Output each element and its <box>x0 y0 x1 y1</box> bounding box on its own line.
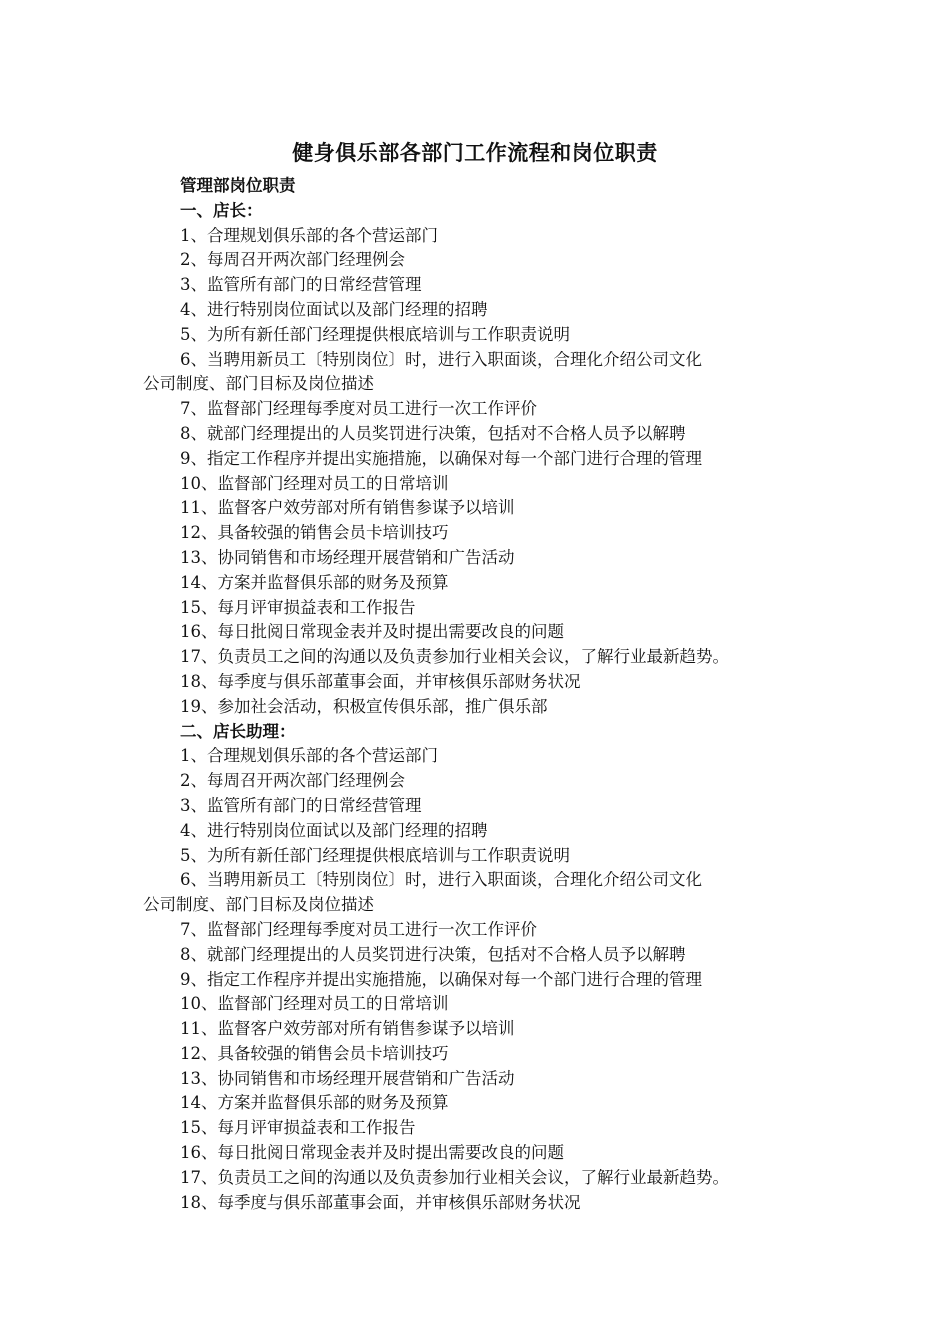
list-item: 13、协同销售和市场经理开展营销和广告活动 <box>180 547 515 567</box>
list-item: 15、每月评审损益表和工作报告 <box>180 597 416 617</box>
list-item: 2、每周召开两次部门经理例会 <box>180 771 405 791</box>
list-item: 4、进行特别岗位面试以及部门经理的招聘 <box>180 820 488 840</box>
list-item: 16、每日批阅日常现金表并及时提出需要改良的问题 <box>180 1143 564 1163</box>
list-item: 4、进行特别岗位面试以及部门经理的招聘 <box>180 299 488 319</box>
list-item: 17、负责员工之间的沟通以及负责参加行业相关会议，了解行业最新趋势。 <box>180 647 729 667</box>
list-item: 12、具备较强的销售会员卡培训技巧 <box>180 523 449 543</box>
list-item: 3、监管所有部门的日常经营管理 <box>180 795 422 815</box>
section-title: 管理部岗位职责 <box>180 176 296 195</box>
list-item: 18、每季度与俱乐部董事会面，并审核俱乐部财务状况 <box>180 671 581 691</box>
list-item: 12、具备较强的销售会员卡培训技巧 <box>180 1043 449 1063</box>
section-heading: 二、店长助理： <box>180 721 296 741</box>
list-item: 11、监督客户效劳部对所有销售参谋予以培训 <box>180 1019 515 1039</box>
list-item: 10、监督部门经理对员工的日常培训 <box>180 994 449 1014</box>
document-body <box>143 174 833 1215</box>
list-item: 18、每季度与俱乐部董事会面，并审核俱乐部财务状况 <box>180 1192 581 1212</box>
list-item: 17、负责员工之间的沟通以及负责参加行业相关会议，了解行业最新趋势。 <box>180 1167 729 1187</box>
list-item: 15、每月评审损益表和工作报告 <box>180 1118 416 1138</box>
document-title: 健身俱乐部各部门工作流程和岗位职责 <box>292 140 658 165</box>
list-item: 16、每日批阅日常现金表并及时提出需要改良的问题 <box>180 622 564 642</box>
list-item: 8、就部门经理提出的人员奖罚进行决策，包括对不合格人员予以解聘 <box>180 423 686 443</box>
list-item-continuation: 公司制度、部门目标及岗位描述 <box>143 374 374 394</box>
list-item: 13、协同销售和市场经理开展营销和广告活动 <box>180 1068 515 1088</box>
list-item: 3、监管所有部门的日常经营管理 <box>180 275 422 295</box>
list-item: 11、监督客户效劳部对所有销售参谋予以培训 <box>180 498 515 518</box>
list-item: 9、指定工作程序并提出实施措施，以确保对每一个部门进行合理的管理 <box>180 969 702 989</box>
list-item: 5、为所有新任部门经理提供根底培训与工作职责说明 <box>180 324 570 344</box>
list-item: 7、监督部门经理每季度对员工进行一次工作评价 <box>180 919 537 939</box>
list-item: 19、参加社会活动，积极宣传俱乐部，推广俱乐部 <box>180 696 548 716</box>
list-item: 1、合理规划俱乐部的各个营运部门 <box>180 746 438 766</box>
list-item-continuation: 公司制度、部门目标及岗位描述 <box>143 895 374 915</box>
list-item: 14、方案并监督俱乐部的财务及预算 <box>180 572 449 592</box>
list-item: 2、每周召开两次部门经理例会 <box>180 250 405 270</box>
list-item: 9、指定工作程序并提出实施措施，以确保对每一个部门进行合理的管理 <box>180 448 702 468</box>
list-item: 5、为所有新任部门经理提供根底培训与工作职责说明 <box>180 845 570 865</box>
list-item: 10、监督部门经理对员工的日常培训 <box>180 473 449 493</box>
section-heading: 一、店长： <box>180 200 263 220</box>
list-item: 14、方案并监督俱乐部的财务及预算 <box>180 1093 449 1113</box>
list-item: 6、当聘用新员工〔特别岗位〕时，进行入职面谈，合理化介绍公司文化 <box>180 349 702 369</box>
list-item: 6、当聘用新员工〔特别岗位〕时，进行入职面谈，合理化介绍公司文化 <box>180 870 702 890</box>
list-item: 1、合理规划俱乐部的各个营运部门 <box>180 225 438 245</box>
list-item: 8、就部门经理提出的人员奖罚进行决策，包括对不合格人员予以解聘 <box>180 944 686 964</box>
list-item: 7、监督部门经理每季度对员工进行一次工作评价 <box>180 399 537 419</box>
